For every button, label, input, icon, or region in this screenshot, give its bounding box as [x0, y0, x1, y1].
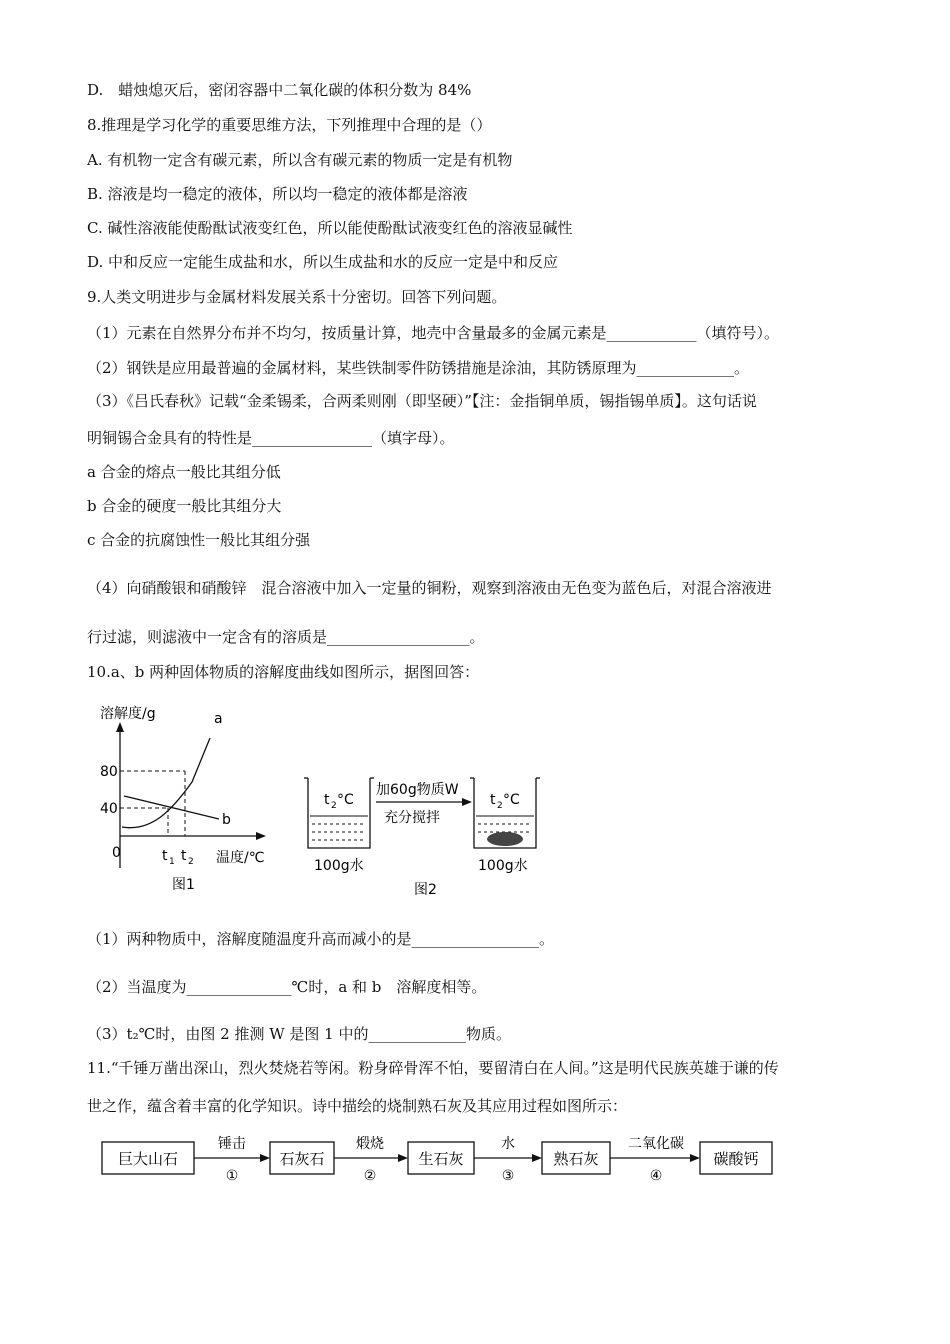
- q9-part2: （2）钢铁是应用最普遍的金属材料，某些铁制零件防锈措施是涂油，其防锈原理为_____________。: [87, 359, 750, 377]
- beaker-left-temp-unit: °C: [337, 792, 354, 808]
- figure-1-caption: 图1: [172, 877, 195, 893]
- step4-label: 二氧化碳: [628, 1136, 684, 1152]
- question-11-line1: 11.“千锤万凿出深山，烈火焚烧若等闲。粉身碎骨浑不怕，要留清白在人间。”这是明代民族英雄于谦的传: [87, 1059, 779, 1077]
- tick-40: 40: [100, 801, 118, 817]
- curve-a-label: a: [214, 711, 223, 727]
- step1-num: ①: [225, 1168, 239, 1184]
- question-8: 8.推理是学习化学的重要思维方法，下列推理中合理的是（）: [87, 116, 492, 134]
- option-8c: C. 碱性溶液能使酚酞试液变红色，所以能使酚酞试液变红色的溶液显碱性: [87, 219, 573, 237]
- question-11-line2: 世之作，蕴含着丰富的化学知识。诗中描绘的烧制熟石灰及其应用过程如图所示：: [87, 1097, 628, 1115]
- q10-part1: （1）两种物质中，溶解度随温度升高而减小的是_________________。: [87, 930, 555, 948]
- q9-part1: （1）元素在自然界分布并不均匀，按质量计算，地壳中含量最多的金属元素是____________（填符号）。: [87, 324, 780, 342]
- x-axis-label: 温度/℃: [216, 850, 265, 866]
- beaker-right: [470, 778, 540, 848]
- beaker-left-water: 100g水: [314, 858, 364, 874]
- q9-part4-line1: （4）向硝酸银和硝酸锌 混合溶液中加入一定量的铜粉，观察到溶液由无色变为蓝色后，对混合溶液进: [87, 579, 772, 597]
- question-9: 9.人类文明进步与金属材料发展关系十分密切。回答下列问题。: [87, 288, 507, 306]
- beaker-right-temp-unit: °C: [503, 792, 520, 808]
- process-flow: [98, 1128, 778, 1188]
- question-10: 10.a、b 两种固体物质的溶解度曲线如图所示，据图回答：: [87, 663, 480, 681]
- origin-label: 0: [112, 845, 121, 861]
- beaker-right-water: 100g水: [478, 858, 528, 874]
- beaker-left: [304, 778, 374, 848]
- q9-option-c: c 合金的抗腐蚀性一般比其组分强: [87, 531, 311, 549]
- tick-t1: t: [162, 848, 168, 864]
- step4-num: ④: [649, 1168, 663, 1184]
- option-8b: B. 溶液是均一稳定的液体，所以均一稳定的液体都是溶液: [87, 185, 468, 203]
- q9-part4-line2: 行过滤，则滤液中一定含有的溶质是___________________。: [87, 628, 485, 646]
- option-d-prev: D. 蜡烛熄灭后，密闭容器中二氧化碳的体积分数为 84%: [87, 81, 472, 99]
- arrow-label-bottom: 充分搅拌: [384, 810, 440, 826]
- option-8a: A. 有机物一定含有碳元素，所以含有碳元素的物质一定是有机物: [87, 151, 513, 169]
- step3-label: 水: [501, 1136, 515, 1152]
- q9-part3-line2: 明铜锡合金具有的特性是________________（填字母）。: [87, 429, 455, 447]
- beaker-left-temp-sub: 2: [331, 801, 337, 811]
- q9-option-a: a 合金的熔点一般比其组分低: [87, 463, 281, 481]
- curve-b-label: b: [222, 812, 231, 828]
- step3-num: ③: [501, 1168, 515, 1184]
- tick-80: 80: [100, 764, 118, 780]
- step2-label: 煅烧: [356, 1136, 384, 1152]
- q9-option-b: b 合金的硬度一般比其组分大: [87, 497, 282, 515]
- flow-box-limestone-label: 石灰石: [279, 1150, 325, 1168]
- q10-part3: （3）t₂℃时，由图 2 推测 W 是图 1 中的_____________物质。: [87, 1025, 511, 1043]
- q10-part2: （2）当温度为______________℃时，a 和 b 溶解度相等。: [87, 978, 487, 996]
- step2-num: ②: [363, 1168, 377, 1184]
- flow-box-rock-label: 巨大山石: [117, 1150, 179, 1168]
- step1-label: 锤击: [218, 1136, 246, 1152]
- undissolved-solid: [487, 832, 523, 846]
- flow-box-calcium-carbonate-label: 碳酸钙: [713, 1150, 759, 1168]
- flow-box-quicklime-label: 生石灰: [418, 1150, 464, 1168]
- beaker-left-temp: t: [324, 792, 330, 808]
- option-8d: D. 中和反应一定能生成盐和水，所以生成盐和水的反应一定是中和反应: [87, 253, 559, 271]
- solubility-chart: [92, 700, 292, 900]
- beaker-diagram: [300, 770, 540, 900]
- flow-box-slaked-lime-label: 熟石灰: [553, 1150, 599, 1168]
- y-axis-label: 溶解度/g: [100, 706, 156, 722]
- q9-part3-line1: （3）《吕氏春秋》记载“金柔锡柔，合两柔则刚（即坚硬）”【注：金指铜单质，锡指锡单质】。这句话说: [87, 392, 757, 410]
- arrow-label-top: 加60g物质W: [376, 782, 459, 798]
- figure-2-caption: 图2: [414, 882, 437, 898]
- beaker-right-temp: t: [490, 792, 496, 808]
- beaker-right-temp-sub: 2: [497, 801, 503, 811]
- tick-t2-sub: 2: [188, 857, 194, 867]
- tick-t2: t: [181, 848, 187, 864]
- tick-t1-sub: 1: [169, 857, 175, 867]
